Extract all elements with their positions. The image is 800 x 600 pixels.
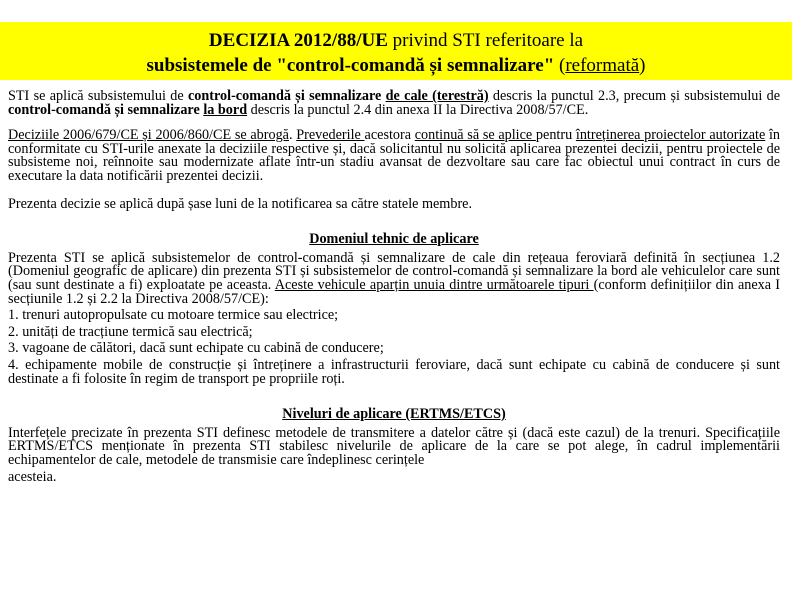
application-date-paragraph: Prezenta decizie se aplică după șase luni de la notificarea sa către statele membre. <box>8 195 473 212</box>
application-levels-heading: Niveluri de aplicare (ERTMS/ETCS) <box>282 406 506 423</box>
bold-term: control-comandă și semnalizare <box>188 88 382 104</box>
list-item: 1. trenuri autopropulsate cu motoare termice sau electrice; <box>8 307 339 324</box>
list-item: 3. vagoane de călători, dacă sunt echipate cu cabină de conducere; <box>8 340 384 357</box>
technical-scope-heading: Domeniul tehnic de aplicare <box>309 231 479 248</box>
repeal-statement: Deciziile 2006/679/CE și 2006/860/CE se abrogă <box>8 127 289 144</box>
title-line-1 <box>0 28 792 53</box>
reformatted-link[interactable]: reformată <box>565 55 640 76</box>
technical-scope-intro: Prezenta STI se aplică subsistemelor de control-comandă și semnalizare de cale din rețeaua feroviară definită în secțiunea 1.2 (Domeniul geografic de aplicare) din prezenta STI și subsistemelor de control-comandă și semnalizare la bord ale vehiculelor care sunt (sau sunt destinate a fi) exploatate pe aceasta. Aceste vehicule aparțin unuia dintre următoarele tipuri (conform definițiilor din anexa I secțiunile 1.2 și 2.2 la Directiva 2008/57/CE): <box>8 249 781 307</box>
paren-close: ) <box>639 55 646 76</box>
document-body <box>8 90 780 485</box>
title-text: privind STI referitoare la <box>387 30 584 51</box>
paren-open: ( <box>554 55 566 76</box>
document-title-banner <box>0 22 792 80</box>
application-levels-tail: acesteia. <box>8 469 57 486</box>
title-line-2 <box>0 53 792 78</box>
application-levels-body: Interfețele precizate în prezenta STI definesc metodele de transmitere a datelor către și (dacă este cazul) de la trenuri. Specificațiile ERTMS/ETCS menționate în prezenta STI stabilesc nivelurile de aplicare de la care se pot alege, în cadrul implementării echipamentelor de cale, metodele de transmisie care îndeplinesc cerințele <box>8 424 780 468</box>
scope-paragraph: STI se aplică subsistemului de control-comandă și semnalizare de cale (terestră) descris la punctul 2.3, precum și subsistemului de control-comandă și semnalizare la bord descris la punctul 2.4 din anexa II la Directiva 2008/57/CE. <box>8 88 781 118</box>
list-item: 4. echipamente mobile de construcție și întreținere a infrastructurii feroviare, dacă sunt echipate cu cabină de conducere și sunt destinate a fi folosite în regim de transport pe propriile roți. <box>8 356 780 387</box>
bold-term: control-comandă și semnalizare <box>8 101 200 118</box>
repeal-paragraph: Deciziile 2006/679/CE și 2006/860/CE se abrogă. Prevederile acestora continuă să se aplice pentru întreținerea proiectelor autorizate în conformitate cu STI-urile anexate la deciziile respective și, dacă solicitantul nu solicită aplicarea prezentei decizii, pentru proiectele de subsisteme noi, reînnoite sau modernizate aflate într-un stadiu avansat de dezvoltare sau care fac obiectul unui contract în curs de executare la data notificării prezentei decizii. <box>8 127 781 184</box>
trackside-term: de cale (terestră) <box>385 88 489 104</box>
onboard-term: la bord <box>203 101 248 118</box>
decision-number: DECIZIA 2012/88/UE <box>208 30 388 51</box>
list-item: 2. unități de tracțiune termică sau electrică; <box>8 323 253 340</box>
subtitle-text: subsistemele de "control-comandă și semnalizare" <box>146 55 555 76</box>
